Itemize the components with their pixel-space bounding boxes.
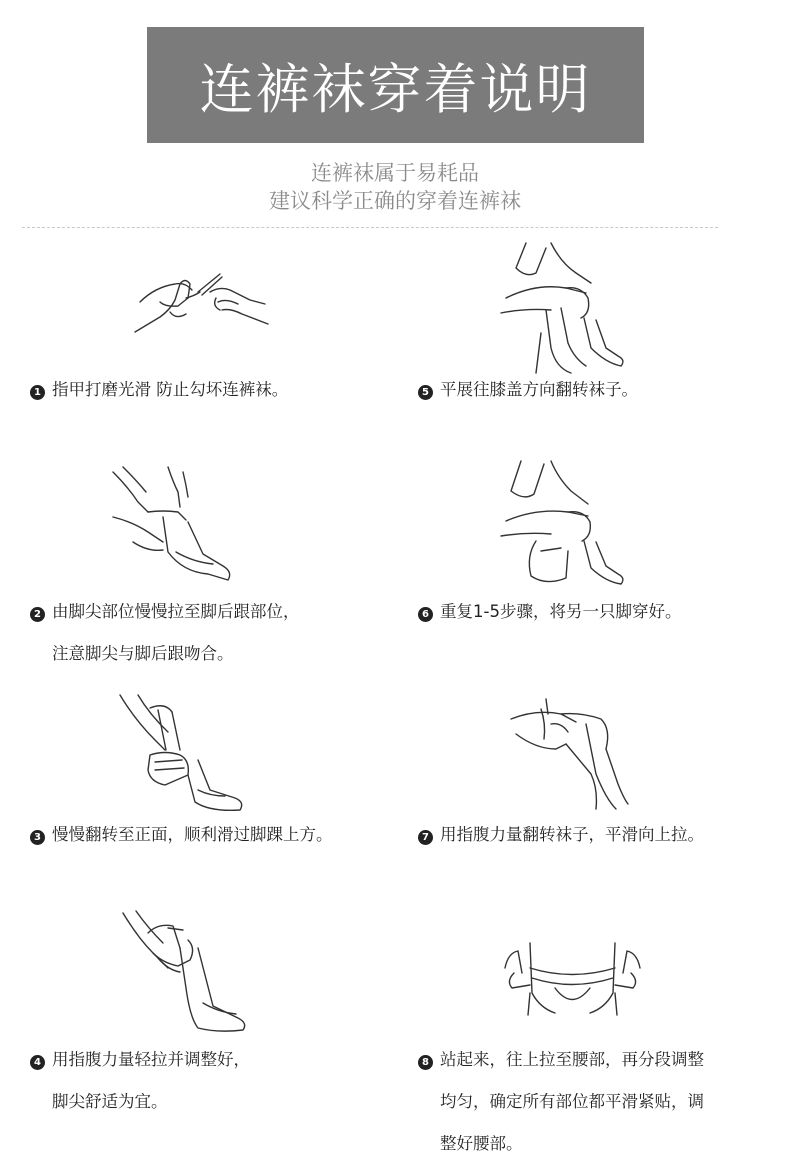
- title-banner: [147, 27, 644, 143]
- page-title: 连裤袜穿着说明: [199, 57, 592, 121]
- step-number-badge: 8: [418, 1055, 433, 1070]
- step-8-line-1: 站起来，往上拉至腰部，再分段调整: [440, 1050, 704, 1069]
- subtitle-line-1: 连裤袜属于易耗品: [311, 161, 479, 185]
- step-4-instruction: [30, 1039, 250, 1123]
- step-number-badge: 6: [418, 607, 433, 622]
- nail-file-hands-icon: [130, 262, 275, 342]
- step-5-instruction: [418, 369, 638, 411]
- pulling-stocking-up-leg-icon: [506, 694, 636, 814]
- step-3-line-1: 慢慢翻转至正面，顺利滑过脚踝上方。: [52, 825, 333, 844]
- step-2-line-2: 注意脚尖与脚后跟吻合。: [52, 644, 234, 663]
- subtitle-line-2: 建议科学正确的穿着连裤袜: [269, 189, 521, 213]
- step-7-instruction: [418, 814, 704, 856]
- step-5-line-1: 平展往膝盖方向翻转袜子。: [440, 380, 638, 399]
- waist-adjust-icon: [500, 933, 645, 1018]
- step-6-instruction: [418, 591, 681, 633]
- step-2-instruction: [30, 591, 300, 675]
- step-7-line-1: 用指腹力量翻转袜子，平滑向上拉。: [440, 825, 704, 844]
- step-2-line-1: 由脚尖部位慢慢拉至脚后跟部位，: [52, 602, 300, 621]
- step-number-badge: 5: [418, 385, 433, 400]
- step-number-badge: 7: [418, 830, 433, 845]
- dashed-divider: [22, 227, 718, 228]
- step-number-badge: 1: [30, 385, 45, 400]
- hands-pulling-sock-toe-icon: [108, 462, 238, 587]
- step-1-line-1: 指甲打磨光滑 防止勾坏连裤袜。: [52, 380, 289, 399]
- step-number-badge: 2: [30, 607, 45, 622]
- step-8-instruction: [418, 1039, 704, 1165]
- legs-rolling-stocking-icon: [496, 238, 631, 378]
- step-number-badge: 4: [30, 1055, 45, 1070]
- step-8-line-2: 均匀，确定所有部位都平滑紧贴，调: [440, 1092, 704, 1111]
- step-6-line-1: 重复1-5步骤，将另一只脚穿好。: [440, 602, 682, 621]
- step-3-instruction: [30, 814, 333, 856]
- step-4-line-1: 用指腹力量轻拉并调整好，: [52, 1050, 250, 1069]
- step-4-line-2: 脚尖舒适为宜。: [52, 1092, 168, 1111]
- step-8-line-3: 整好腰部。: [440, 1134, 523, 1153]
- step-1-instruction: [30, 369, 288, 411]
- second-leg-stocking-icon: [496, 456, 631, 591]
- hands-adjusting-sock-icon: [118, 908, 253, 1038]
- step-number-badge: 3: [30, 830, 45, 845]
- hands-over-ankle-icon: [110, 690, 250, 820]
